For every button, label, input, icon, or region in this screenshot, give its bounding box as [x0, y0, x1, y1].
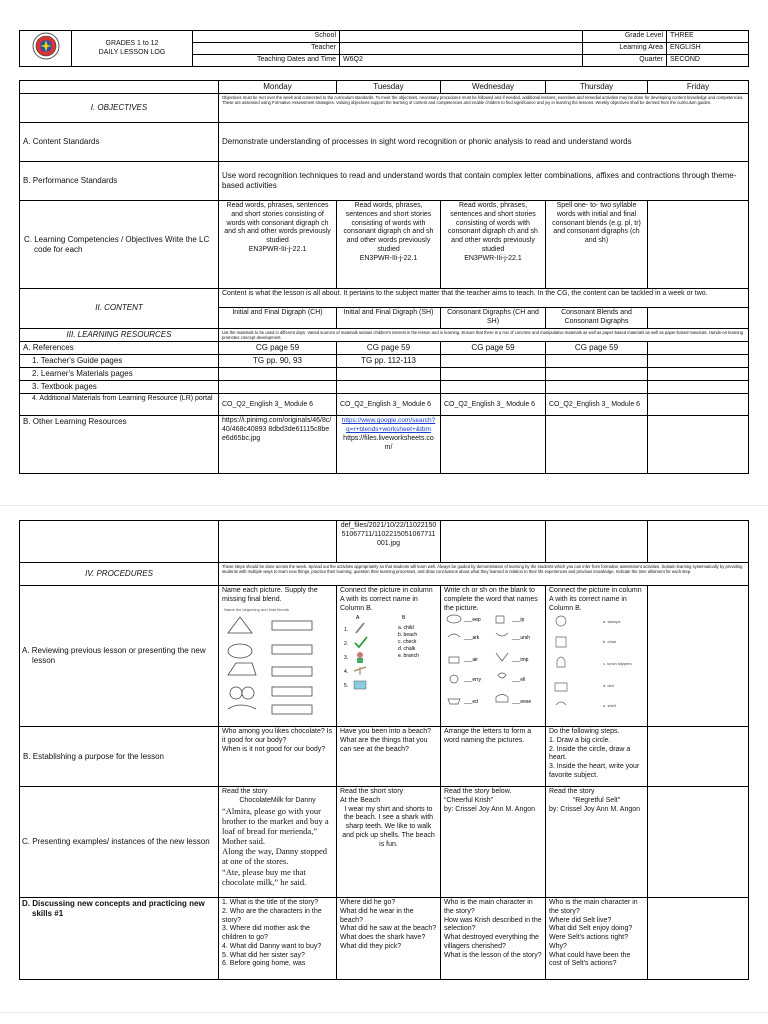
blend-word: d. bell: [603, 683, 614, 689]
review-label: A. Reviewing previous lesson or presenting the new lesson: [20, 586, 219, 727]
references-friday: [648, 342, 749, 355]
procedures-heading: IV. PROCEDURES: [20, 563, 219, 586]
blend-match-image: [549, 613, 645, 713]
additional-monday: CO_Q2_English 3_ Module 6: [219, 394, 337, 416]
examples-label: C. Presenting examples/ instances of the new lesson: [20, 787, 219, 898]
ch-sh-word: ___ark: [464, 635, 480, 642]
content-note: Content is what the lesson is all about. It pertains to the subject matter that the teacher aims to teach. In the CG, the content can be tackled in a week or two.: [219, 289, 749, 308]
match-word: c. check: [398, 639, 417, 646]
discussing-thursday: Who is the main character in the story? Where did Selt live? What did Selt enjoy doing? Were Selt's actions right? Why? What could have been the cost of Selt's actions?: [546, 898, 648, 980]
day-friday: Friday: [648, 81, 749, 94]
review-monday-text: Name each picture. Supply the missing final blend.: [222, 587, 318, 603]
day-monday: Monday: [219, 81, 337, 94]
purpose-thursday: Do the following steps. 1. Draw a big circle. 2. Inside the circle, draw a heart. 3. Inside the heart, write your favorite subject.: [546, 727, 648, 787]
performance-standards-value: Use word recognition techniques to read and understand words that contain complex letter combinations, affixes and contractions through theme-based activities: [219, 162, 749, 201]
references-label: A. References: [20, 342, 219, 355]
review-tuesday-text: Connect the picture in column A with its correct name in Column B.: [340, 587, 433, 612]
additional-materials-label: 4. Additional Materials from Learning Resource (LR) portal: [20, 394, 219, 416]
resources-heading: III. LEARNING RESOURCES: [20, 328, 219, 342]
other-resources-label: B. Other Learning Resources: [20, 416, 219, 474]
grade-level-field[interactable]: THREE: [667, 31, 749, 43]
content-standards-label: A. Content Standards: [20, 123, 219, 162]
other-resources-monday[interactable]: https://i.pinimg.com/originals/46/8c/40/468c40893 8dbd3de61115c8bee6d65bc.jpg: [219, 416, 337, 474]
blend-word: e. shell: [603, 703, 616, 709]
discussing-wednesday: Who is the main character in the story? How was Krish described in the selection? What destroyed everything the villagers cherished? What is the lesson of the story?: [441, 898, 546, 980]
match-number: 3.: [344, 655, 349, 662]
story-monday-p2: Along the way, Danny stopped at one of the stores.: [222, 846, 327, 867]
tg-monday: TG pp. 90, 93: [219, 355, 337, 368]
teacher-field[interactable]: [340, 43, 583, 55]
learning-area-label: Learning Area: [583, 43, 667, 55]
title-line-2: DAILY LESSON LOG: [98, 48, 166, 56]
teaching-dates-field[interactable]: W6Q2: [340, 55, 583, 67]
additional-thursday: CO_Q2_English 3_ Module 6: [546, 394, 648, 416]
content-standards-value: Demonstrate understanding of processes in sight word recognition or phonic analysis to read and understand words: [219, 123, 749, 162]
match-word: d. chalk: [398, 646, 416, 653]
resources-note: List the materials to be used in different days. Varied sources of materials sustain children's interest in the lesson and in learning. Ensure that there is a mix of concrete and manipulative materials as well as paper-based materials as well as paper-based materials. Hands-on learning promotes concept development.: [219, 328, 749, 342]
content-wednesday: Consonant Digraphs (CH and SH): [441, 308, 546, 329]
additional-friday: [648, 394, 749, 416]
blend-worksheet-image: [222, 605, 332, 717]
story-title-monday: ChocolateMilk for Danny: [239, 796, 316, 804]
review-friday: [648, 586, 749, 727]
match-number: 1.: [344, 627, 349, 634]
learning-area-field[interactable]: ENGLISH: [667, 43, 749, 55]
references-monday: CG page 59: [219, 342, 337, 355]
discussing-tuesday: Where did he go? What did he wear in the beach? What did he saw at the beach? What does the shark have? What did they pick?: [337, 898, 441, 980]
competency-monday: Read words, phrases, sentences and short stories consisting of words with consonant digraph ch and sh and other words previously studied EN3PWR-IIi-j-22.1: [219, 201, 337, 289]
procedures-table: [19, 520, 749, 980]
tg-friday: [648, 355, 749, 368]
content-monday: Initial and Final Digraph (CH): [219, 308, 337, 329]
match-number: 4.: [344, 669, 349, 676]
performance-standards-label: B. Performance Standards: [20, 162, 219, 201]
check-icon: [355, 637, 367, 647]
discussing-monday: 1. What is the title of the story? 2. Who are the characters in the story? 3. Where did mother ask the children to go? 4. What did Danny want to buy? 5. What did her sister say? 6. Before going home, was: [219, 898, 337, 980]
match-number: 2.: [344, 641, 349, 648]
match-column-image: [340, 613, 438, 697]
purpose-label: B. Establishing a purpose for the lesson: [20, 727, 219, 787]
tg-thursday: [546, 355, 648, 368]
header-table: [19, 30, 749, 67]
school-label: School: [193, 31, 340, 43]
quarter-label: Quarter: [583, 55, 667, 67]
content-tuesday: Initial and Final Digraph (SH): [337, 308, 441, 329]
day-wednesday: Wednesday: [441, 81, 546, 94]
competencies-label: C. Learning Competencies / Objectives Write the LC code for each: [20, 201, 219, 289]
blank-corner: [20, 81, 219, 94]
references-thursday: CG page 59: [546, 342, 648, 355]
story-author-thursday: by: Crissel Joy Ann M. Angon: [549, 805, 641, 813]
blend-word: a. stamps: [603, 619, 621, 625]
competency-thursday: Spell one- to- two syllable words with initial and final consonant blends (e.g. pl, tr) and consonant digraphs (ch and sh): [546, 201, 648, 289]
learners-materials-label: 2. Learner's Materials pages: [20, 368, 219, 381]
story-monday-p1: “Almira, please go with your brother to the market and buy a loaf of bread for merienda,” Mother said.: [222, 805, 329, 847]
purpose-wednesday: Arrange the letters to form a word naming the pictures.: [441, 727, 546, 787]
column-b-label: B: [402, 615, 406, 622]
competency-wednesday: Read words, phrases, sentences and short stories consisting of words with consonant digraph ch and sh and other words previously studied EN3PWR-IIi-j-22.1: [441, 201, 546, 289]
teachers-guide-label: 1. Teacher's Guide pages: [20, 355, 219, 368]
log-title: [72, 31, 193, 67]
story-intro-wednesday: Read the story below.: [444, 788, 512, 795]
match-word: e. branch: [398, 653, 419, 660]
story-title-wednesday: “Cheerful Krish”: [444, 796, 494, 804]
purpose-friday: [648, 727, 749, 787]
tg-tuesday: TG pp. 112-113: [337, 355, 441, 368]
match-word: a. child: [398, 625, 414, 632]
competency-tuesday: Read words, phrases, sentences and short stories consisting of words with consonant digraph ch and sh and other words previously studied EN3PWR-IIi-j-22.1: [337, 201, 441, 289]
procedures-note: These steps should be done across the week. Spread out the activities appropriately so that students will learn well. Always be guided by demonstration of learning by the students which you can infer from formative assessment activities. Sustain learning systematically by providing students with multiple ways to learn new things, practice their learning, question their learning processes, and draw conclusions about what they learned in relation to their life experiences and previous knowledge. Indicate the time allotment for each step.: [219, 563, 749, 586]
ch-sh-word: ___eese: [512, 699, 532, 706]
branch-icon: [354, 667, 366, 675]
competency-friday: [648, 201, 749, 289]
deped-seal: [20, 31, 72, 67]
review-thursday-text: Connect the picture in column A with its correct name in Column B.: [549, 587, 642, 612]
ch-sh-worksheet-image: [444, 613, 544, 713]
tg-wednesday: [441, 355, 546, 368]
other-resources-tuesday-cont: def_files/2021/10/22/1102215051067711/1102215051067711001.jpg: [337, 521, 441, 563]
google-search-link[interactable]: https://www.google.com/search?q=r+blends+worksheet+&tbm: [341, 417, 436, 434]
textbook-pages-label: 3. Textbook pages: [20, 381, 219, 394]
ch-sh-word: ___ursh: [512, 635, 531, 642]
story-intro-monday: Read the story: [222, 788, 268, 795]
additional-tuesday: CO_Q2_English 3_ Module 6: [337, 394, 441, 416]
teacher-label: Teacher: [193, 43, 340, 55]
references-tuesday: CG page 59: [337, 342, 441, 355]
purpose-tuesday: Have you been into a beach? What are the things that you can see at the beach?: [337, 727, 441, 787]
column-a-label: A: [356, 615, 360, 622]
content-thursday: Consonant Blends and Consonant Digraphs: [546, 308, 648, 329]
story-intro-thursday: Read the story: [549, 788, 595, 795]
lesson-log-table: [19, 80, 749, 474]
story-author-wednesday: by: Crissel Joy Ann M. Angon: [444, 805, 536, 813]
references-wednesday: CG page 59: [441, 342, 546, 355]
page-separator: [0, 505, 768, 506]
blend-word: c. lunch slippers: [603, 661, 632, 667]
child-body-icon: [357, 658, 363, 663]
discussing-friday: [648, 898, 749, 980]
liveworksheets-url: https://files.liveworksheets.com/: [343, 434, 434, 451]
chalk-icon: [356, 623, 364, 633]
story-intro-tuesday: Read the short story: [340, 788, 404, 795]
teaching-dates-label: Teaching Dates and Time: [193, 55, 340, 67]
ch-sh-word: ___erry: [464, 677, 481, 684]
content-friday: [648, 308, 749, 329]
match-number: 5.: [344, 683, 349, 690]
story-monday-p3: “Ate, please buy me that chocolate milk,” he said.: [222, 866, 307, 887]
child-icon: [357, 652, 363, 658]
day-header-row: [20, 81, 749, 94]
discussing-label: D. Discussing new concepts and practicing new skills #1: [20, 898, 219, 980]
title-line-1: GRADES 1 to 12: [105, 39, 159, 47]
examples-friday: [648, 787, 749, 898]
story-tuesday-body: I wear my shirt and shorts to the beach. I see a shark with sharp teeth. We like to walk and pick up shells. The beach is fun.: [342, 805, 435, 848]
day-tuesday: Tuesday: [337, 81, 441, 94]
review-wednesday-text: Write ch or sh on the blank to complete the word that names the picture.: [444, 587, 538, 612]
ch-sh-word: ___eep: [464, 617, 481, 624]
objectives-heading: I. OBJECTIVES: [20, 94, 219, 123]
day-thursday: Thursday: [546, 81, 648, 94]
ch-sh-word: ___ip: [512, 617, 525, 624]
quarter-field[interactable]: SECOND: [667, 55, 749, 67]
page-bottom-separator: [0, 1012, 768, 1013]
ch-sh-word: ___ed: [464, 699, 478, 706]
school-field[interactable]: [340, 31, 583, 43]
objectives-note: Objectives must be met over the week and connected to the curriculum standards. To meet the objectives, necessary procedures must be followed and if needed, additional lessons, exercises and remedial activities may be done for developing content knowledge and competencies. These are assessed using Formative Assessment strategies. Valuing objectives support the learning of content and competencies and enable children to find significance and joy in learning the lessons. Weekly objectives shall be derived from the curriculum guides.: [219, 94, 749, 123]
blend-word: b. chair: [603, 639, 617, 645]
ch-sh-word: ___imp: [512, 657, 529, 664]
additional-wednesday: CO_Q2_English 3_ Module 6: [441, 394, 546, 416]
beach-icon: [354, 681, 366, 689]
ch-sh-word: ___air: [464, 657, 478, 664]
story-title-thursday: “Regretful Selt”: [572, 796, 621, 804]
worksheet-title: Name the beginning and final blends: [224, 606, 289, 612]
story-title-tuesday: At the Beach: [340, 796, 381, 804]
grade-level-label: Grade Level: [583, 31, 667, 43]
purpose-monday: Who among you likes chocolate? Is it good for our body? When is it not good for our body?: [219, 727, 337, 787]
content-heading: II. CONTENT: [20, 289, 219, 329]
match-word: b. beach: [398, 632, 418, 639]
ch-sh-word: ___ell: [512, 677, 526, 684]
